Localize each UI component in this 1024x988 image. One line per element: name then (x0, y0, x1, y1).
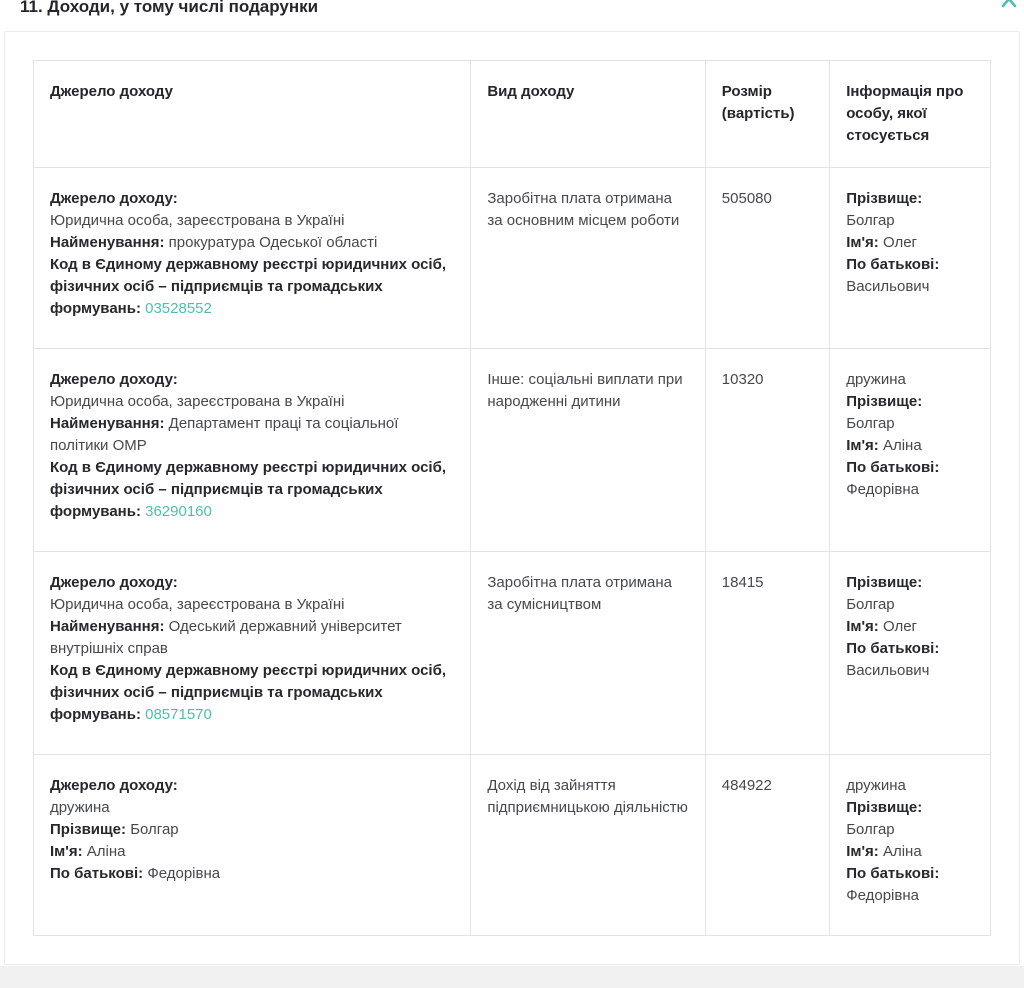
income-source-cell (34, 552, 471, 755)
field-label: Найменування: (50, 618, 165, 635)
person-info-cell (830, 349, 991, 552)
page-background-strip (0, 966, 1024, 988)
cell-line: Прізвище: Болгар (846, 574, 923, 613)
table-header-row (34, 61, 991, 168)
field-label: Джерело доходу: (50, 777, 178, 794)
column-header: Розмір (вартість) (705, 61, 829, 168)
amount-cell: 505080 (705, 168, 829, 349)
amount-cell: 484922 (705, 755, 829, 936)
income-type-cell: Заробітна плата отримана за основним місцем роботи (471, 168, 705, 349)
field-label: Джерело доходу: (50, 371, 178, 388)
field-label: Код в Єдиному державному реєстрі юридичних осіб, фізичних осіб – підприємців та громадських формувань: (50, 256, 447, 317)
amount-cell: 10320 (705, 349, 829, 552)
cell-line: Найменування: прокуратура Одеської області (50, 234, 378, 251)
cell-line: Прізвище: Болгар (846, 393, 923, 432)
field-label: Джерело доходу: (50, 574, 178, 591)
registry-code-link[interactable]: 03528552 (145, 300, 212, 317)
field-label: Прізвище: (846, 393, 923, 410)
cell-line: По батькові: Васильович (846, 640, 940, 679)
field-label: Найменування: (50, 234, 165, 251)
field-label: Ім'я: (846, 618, 879, 635)
section-title: 11. Доходи, у тому числі подарунки (20, 0, 319, 16)
table-row (34, 349, 991, 552)
field-label: Код в Єдиному державному реєстрі юридичних осіб, фізичних осіб – підприємців та громадських формувань: (50, 459, 447, 520)
cell-line: Найменування: Департамент праці та соціальної політики ОМР (50, 415, 399, 454)
cell-line: Найменування: Одеський державний університет внутрішніх справ (50, 618, 402, 657)
cell-line: Прізвище: Болгар (50, 821, 179, 838)
field-label: Прізвище: (846, 574, 923, 591)
cell-line: По батькові: Федорівна (846, 865, 940, 904)
table-row (34, 755, 991, 936)
field-label: По батькові: (50, 865, 144, 882)
cell-line: дружина (50, 799, 110, 816)
field-label: Джерело доходу: (50, 190, 178, 207)
table-row (34, 552, 991, 755)
cell-line: Ім'я: Аліна (846, 843, 922, 860)
cell-line: Ім'я: Олег (846, 234, 918, 251)
cell-line: Ім'я: Олег (846, 618, 918, 635)
section-header (0, 0, 1024, 18)
cell-line (50, 775, 454, 797)
cell-line (50, 457, 454, 523)
cell-line: Юридична особа, зареєстрована в Україні (50, 596, 345, 613)
column-header: Інформація про особу, якої стосується (830, 61, 991, 168)
cell-line: Юридична особа, зареєстрована в Україні (50, 212, 345, 229)
column-header: Джерело доходу (34, 61, 471, 168)
field-label: По батькові: (846, 865, 940, 882)
income-source-cell (34, 168, 471, 349)
cell-line: дружина (846, 777, 906, 794)
field-label: Прізвище: (846, 190, 923, 207)
cell-line (50, 188, 454, 210)
field-label: Ім'я: (846, 843, 879, 860)
field-label: По батькові: (846, 640, 940, 657)
section-card (4, 31, 1020, 965)
field-label: Ім'я: (50, 843, 83, 860)
income-source-cell (34, 349, 471, 552)
cell-line: По батькові: Федорівна (846, 459, 940, 498)
person-info-cell (830, 755, 991, 936)
cell-line (50, 660, 454, 726)
income-type-cell: Інше: соціальні виплати при народженні дитини (471, 349, 705, 552)
cell-line: По батькові: Васильович (846, 256, 940, 295)
field-label: Прізвище: (846, 799, 923, 816)
amount-cell: 18415 (705, 552, 829, 755)
column-header: Вид доходу (471, 61, 705, 168)
cell-line: Юридична особа, зареєстрована в Україні (50, 393, 345, 410)
cell-line: Ім'я: Аліна (50, 843, 126, 860)
field-label: По батькові: (846, 256, 940, 273)
cell-line: По батькові: Федорівна (50, 865, 221, 882)
field-label: По батькові: (846, 459, 940, 476)
income-type-cell: Заробітна плата отримана за сумісництвом (471, 552, 705, 755)
field-label: Прізвище: (50, 821, 127, 838)
cell-line (50, 369, 454, 391)
field-label: Найменування: (50, 415, 165, 432)
chevron-up-icon (1000, 0, 1018, 9)
cell-line: Ім'я: Аліна (846, 437, 922, 454)
income-source-cell (34, 755, 471, 936)
cell-line: Прізвище: Болгар (846, 190, 923, 229)
person-info-cell (830, 168, 991, 349)
person-info-cell (830, 552, 991, 755)
cell-line: дружина (846, 371, 906, 388)
section-collapse-button[interactable] (1000, 0, 1020, 10)
registry-code-link[interactable]: 08571570 (145, 706, 212, 723)
table-row (34, 168, 991, 349)
cell-line (50, 254, 454, 320)
field-label: Ім'я: (846, 234, 879, 251)
field-label: Код в Єдиному державному реєстрі юридичних осіб, фізичних осіб – підприємців та громадських формувань: (50, 662, 447, 723)
registry-code-link[interactable]: 36290160 (145, 503, 212, 520)
field-label: Ім'я: (846, 437, 879, 454)
cell-line: Прізвище: Болгар (846, 799, 923, 838)
income-type-cell: Дохід від зайняття підприємницькою діяльністю (471, 755, 705, 936)
income-table (33, 60, 991, 936)
cell-line (50, 572, 454, 594)
